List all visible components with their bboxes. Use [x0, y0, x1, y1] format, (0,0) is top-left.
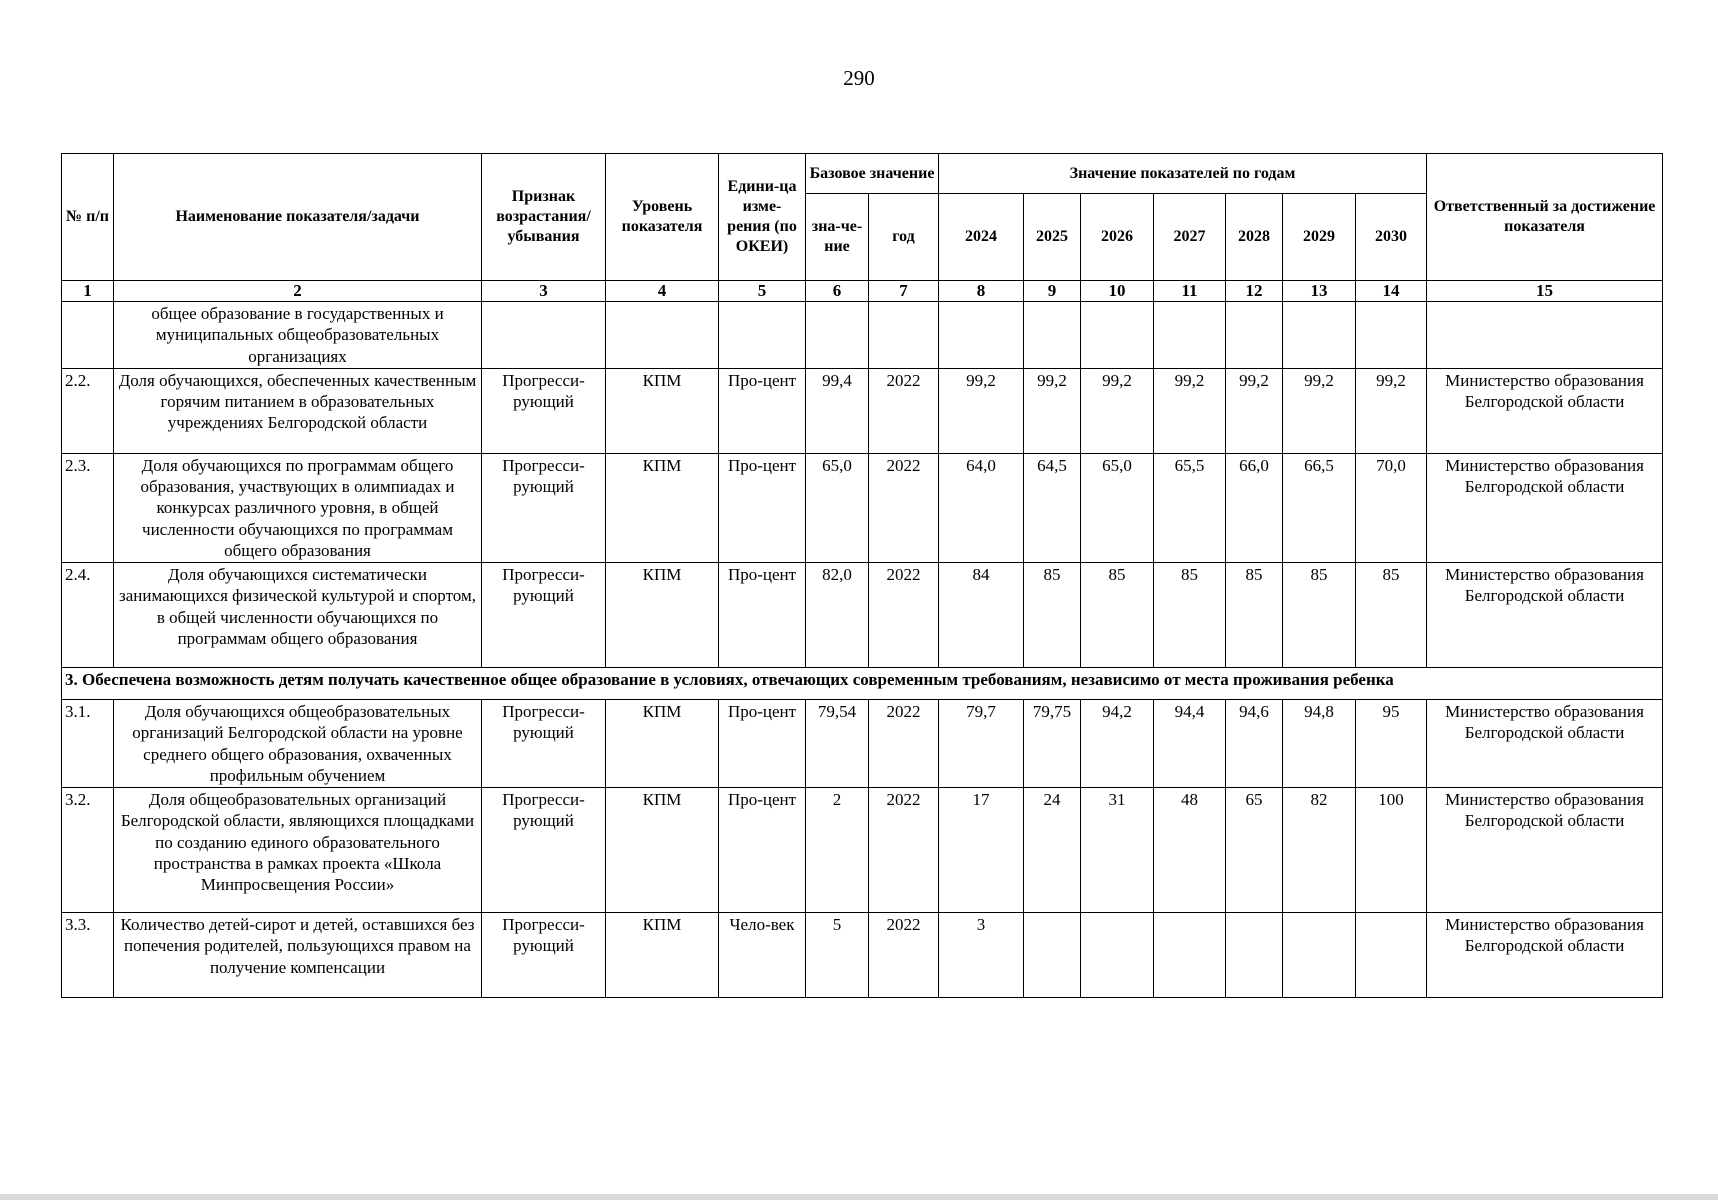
header-responsible: Ответственный за достижение показателя: [1427, 154, 1663, 281]
empty-cell: [482, 302, 606, 369]
base-year-cell: 2022: [869, 453, 939, 562]
table-body: [62, 302, 1663, 998]
year-value-cell: 64,0: [939, 453, 1024, 562]
header-year: 2027: [1154, 194, 1226, 281]
year-value-cell: 84: [939, 563, 1024, 668]
header-base: Базовое значение: [806, 154, 939, 194]
year-value-cell: 85: [1154, 563, 1226, 668]
year-value-cell: 100: [1356, 788, 1427, 913]
base-year-cell: 2022: [869, 913, 939, 998]
year-value-cell: 85: [1356, 563, 1427, 668]
year-value-cell: 94,2: [1081, 700, 1154, 788]
column-number: 3: [482, 281, 606, 302]
unit-cell: Про-цент: [719, 700, 806, 788]
column-number: 14: [1356, 281, 1427, 302]
year-value-cell: 65,5: [1154, 453, 1226, 562]
indicator-name: Доля обучающихся по программам общего образования, участвующих в олимпиадах и конкурсах различного уровня, в общей численности обучающихся по программам общего образования: [114, 453, 482, 562]
empty-cell: [1427, 302, 1663, 369]
responsible-cell: Министерство образования Белгородской области: [1427, 368, 1663, 453]
column-number: 1: [62, 281, 114, 302]
year-value-cell: 99,2: [1356, 368, 1427, 453]
responsible-cell: Министерство образования Белгородской области: [1427, 700, 1663, 788]
responsible-cell: Министерство образования Белгородской области: [1427, 913, 1663, 998]
year-value-cell: 85: [1226, 563, 1283, 668]
trend-cell: Прогресси-рующий: [482, 368, 606, 453]
indicator-name: Доля обучающихся, обеспеченных качественным горячим питанием в образовательных учреждениях Белгородской области: [114, 368, 482, 453]
year-value-cell: 17: [939, 788, 1024, 913]
indicator-name: Доля общеобразовательных организаций Белгородской области, являющихся площадками по созданию единого образовательного пространства в рамках проекта «Школа Минпросвещения России»: [114, 788, 482, 913]
table-row: [62, 563, 1663, 668]
column-number: 15: [1427, 281, 1663, 302]
year-value-cell: 94,4: [1154, 700, 1226, 788]
trend-cell: Прогресси-рующий: [482, 700, 606, 788]
column-number: 12: [1226, 281, 1283, 302]
table-header: [62, 154, 1663, 302]
base-value-cell: 99,4: [806, 368, 869, 453]
header-year: 2030: [1356, 194, 1427, 281]
table-row-continuation: [62, 302, 1663, 369]
year-value-cell: 65: [1226, 788, 1283, 913]
trend-cell: Прогресси-рующий: [482, 913, 606, 998]
row-number: 3.3.: [62, 913, 114, 998]
year-value-cell: 99,2: [1283, 368, 1356, 453]
table-row: [62, 788, 1663, 913]
column-number: 8: [939, 281, 1024, 302]
column-number: 4: [606, 281, 719, 302]
year-value-cell: [1024, 913, 1081, 998]
responsible-cell: Министерство образования Белгородской области: [1427, 788, 1663, 913]
unit-cell: Про-цент: [719, 788, 806, 913]
table-row: [62, 700, 1663, 788]
page-number: 290: [843, 66, 875, 90]
header-year: 2024: [939, 194, 1024, 281]
year-value-cell: 31: [1081, 788, 1154, 913]
row-number: 3.2.: [62, 788, 114, 913]
base-value-cell: 79,54: [806, 700, 869, 788]
unit-cell: Про-цент: [719, 368, 806, 453]
header-year: 2028: [1226, 194, 1283, 281]
year-value-cell: 94,8: [1283, 700, 1356, 788]
column-number: 6: [806, 281, 869, 302]
indicator-name: общее образование в государственных и муниципальных общеобразовательных организациях: [114, 302, 482, 369]
indicator-name: Доля обучающихся общеобразовательных организаций Белгородской области на уровне среднего общего образования, охваченных профильным обучением: [114, 700, 482, 788]
column-number: 10: [1081, 281, 1154, 302]
level-cell: КПМ: [606, 368, 719, 453]
column-numbers-row: [62, 281, 1663, 302]
empty-cell: [869, 302, 939, 369]
year-value-cell: 94,6: [1226, 700, 1283, 788]
year-value-cell: 66,5: [1283, 453, 1356, 562]
unit-cell: Про-цент: [719, 453, 806, 562]
column-number: 2: [114, 281, 482, 302]
level-cell: КПМ: [606, 913, 719, 998]
responsible-cell: Министерство образования Белгородской области: [1427, 563, 1663, 668]
trend-cell: Прогресси-рующий: [482, 788, 606, 913]
empty-cell: [939, 302, 1024, 369]
row-number: 2.2.: [62, 368, 114, 453]
header-year: 2029: [1283, 194, 1356, 281]
year-value-cell: 70,0: [1356, 453, 1427, 562]
empty-cell: [1154, 302, 1226, 369]
header-number: № п/п: [62, 154, 114, 281]
header-base-year: год: [869, 194, 939, 281]
year-value-cell: 99,2: [1226, 368, 1283, 453]
row-number: [62, 302, 114, 369]
year-value-cell: [1283, 913, 1356, 998]
empty-cell: [719, 302, 806, 369]
base-value-cell: 82,0: [806, 563, 869, 668]
column-number: 13: [1283, 281, 1356, 302]
year-value-cell: 24: [1024, 788, 1081, 913]
header-by-years: Значение показателей по годам: [939, 154, 1427, 194]
year-value-cell: 79,75: [1024, 700, 1081, 788]
base-value-cell: 2: [806, 788, 869, 913]
level-cell: КПМ: [606, 563, 719, 668]
year-value-cell: 48: [1154, 788, 1226, 913]
column-number: 11: [1154, 281, 1226, 302]
unit-cell: Чело-век: [719, 913, 806, 998]
year-value-cell: 79,7: [939, 700, 1024, 788]
year-value-cell: 65,0: [1081, 453, 1154, 562]
row-number: 3.1.: [62, 700, 114, 788]
empty-cell: [806, 302, 869, 369]
year-value-cell: 85: [1081, 563, 1154, 668]
year-value-cell: 99,2: [1024, 368, 1081, 453]
year-value-cell: 66,0: [1226, 453, 1283, 562]
unit-cell: Про-цент: [719, 563, 806, 668]
column-number: 5: [719, 281, 806, 302]
indicator-name: Количество детей-сирот и детей, оставшихся без попечения родителей, пользующихся правом на получение компенсации: [114, 913, 482, 998]
column-number: 7: [869, 281, 939, 302]
indicators-table: [61, 153, 1663, 998]
year-value-cell: [1226, 913, 1283, 998]
year-value-cell: 82: [1283, 788, 1356, 913]
header-base-value: зна-че-ние: [806, 194, 869, 281]
section-3-row: [62, 668, 1663, 700]
responsible-cell: Министерство образования Белгородской области: [1427, 453, 1663, 562]
empty-cell: [606, 302, 719, 369]
indicator-name: Доля обучающихся систематически занимающихся физической культурой и спортом, в общей численности обучающихся по программам общего образования: [114, 563, 482, 668]
year-value-cell: 99,2: [1081, 368, 1154, 453]
year-value-cell: [1356, 913, 1427, 998]
row-number: 2.4.: [62, 563, 114, 668]
table-row: [62, 453, 1663, 562]
base-year-cell: 2022: [869, 700, 939, 788]
table-row: [62, 913, 1663, 998]
year-value-cell: 64,5: [1024, 453, 1081, 562]
year-value-cell: 85: [1283, 563, 1356, 668]
base-year-cell: 2022: [869, 788, 939, 913]
empty-cell: [1081, 302, 1154, 369]
base-value-cell: 5: [806, 913, 869, 998]
scan-bottom-edge: [0, 1194, 1718, 1200]
year-value-cell: 3: [939, 913, 1024, 998]
header-trend: Признак возрастания/ убывания: [482, 154, 606, 281]
header-unit: Едини-ца изме-рения (по ОКЕИ): [719, 154, 806, 281]
year-value-cell: 99,2: [1154, 368, 1226, 453]
empty-cell: [1024, 302, 1081, 369]
section-title: 3. Обеспечена возможность детям получать качественное общее образование в условиях, отвечающих современным требованиям, независимо от места проживания ребенка: [62, 668, 1663, 700]
header-year: 2025: [1024, 194, 1081, 281]
header-indicator-name: Наименование показателя/задачи: [114, 154, 482, 281]
row-number: 2.3.: [62, 453, 114, 562]
level-cell: КПМ: [606, 700, 719, 788]
year-value-cell: 99,2: [939, 368, 1024, 453]
year-value-cell: 95: [1356, 700, 1427, 788]
header-year: 2026: [1081, 194, 1154, 281]
header-level: Уровень показателя: [606, 154, 719, 281]
trend-cell: Прогресси-рующий: [482, 453, 606, 562]
empty-cell: [1283, 302, 1356, 369]
year-value-cell: [1081, 913, 1154, 998]
empty-cell: [1226, 302, 1283, 369]
year-value-cell: 85: [1024, 563, 1081, 668]
table-row: [62, 368, 1663, 453]
year-value-cell: [1154, 913, 1226, 998]
base-year-cell: 2022: [869, 368, 939, 453]
empty-cell: [1356, 302, 1427, 369]
level-cell: КПМ: [606, 788, 719, 913]
base-value-cell: 65,0: [806, 453, 869, 562]
column-number: 9: [1024, 281, 1081, 302]
base-year-cell: 2022: [869, 563, 939, 668]
level-cell: КПМ: [606, 453, 719, 562]
trend-cell: Прогресси-рующий: [482, 563, 606, 668]
